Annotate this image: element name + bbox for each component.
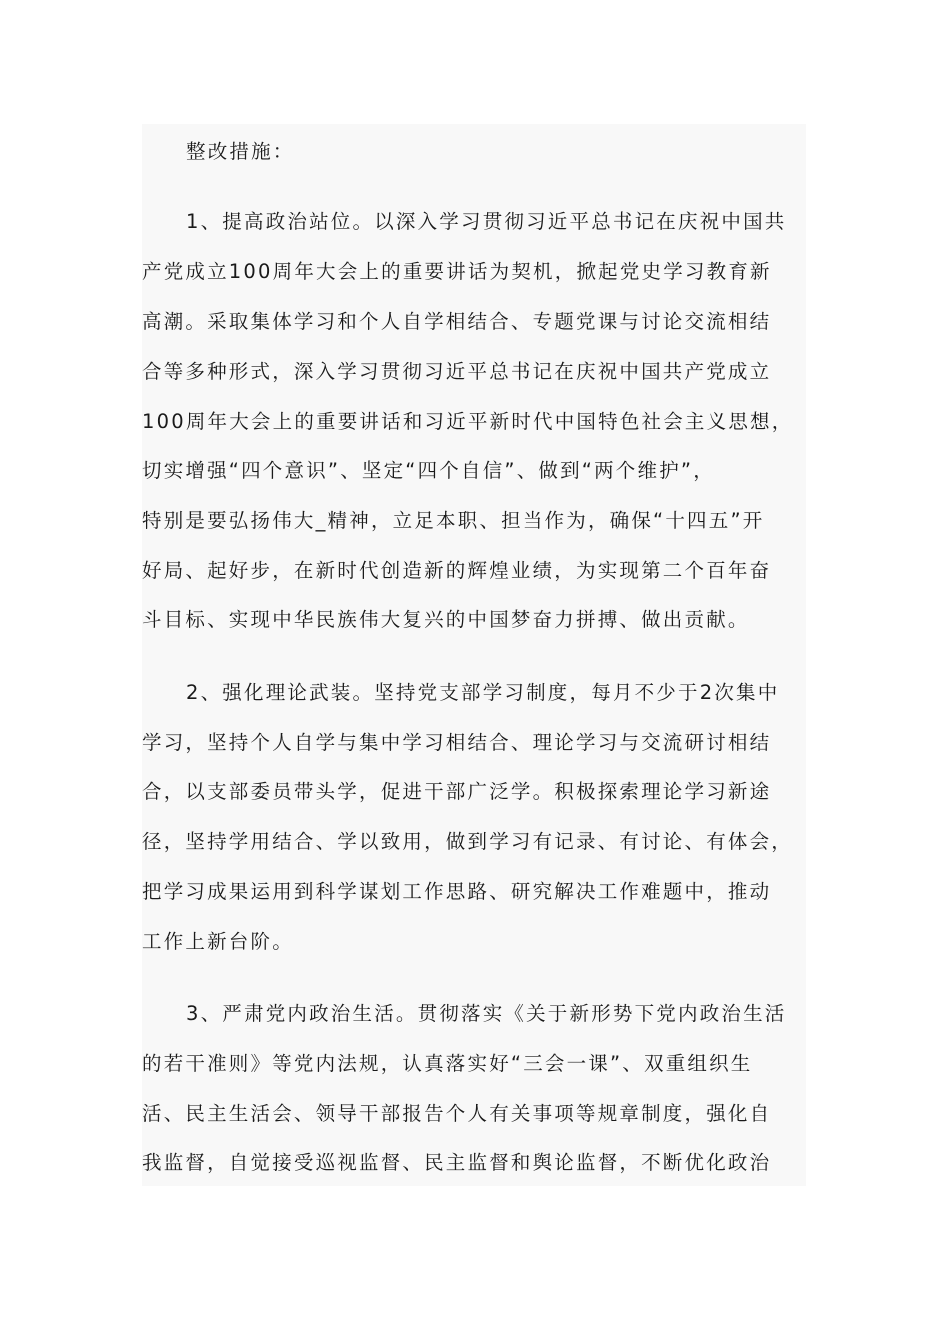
paragraph-2-line-2: 学习，坚持个人自学与集中学习相结合、理论学习与交流研讨相结 — [142, 731, 772, 754]
paragraph-1-line-5: 100周年大会上的重要讲话和习近平新时代中国特色社会主义思想， — [142, 410, 794, 433]
section-heading: 整改措施： — [186, 140, 295, 163]
paragraph-2-line-3: 合，以支部委员带头学，促进干部广泛学。积极探索理论学习新途 — [142, 780, 772, 803]
paragraph-3-line-2: 的若干准则》等党内法规，认真落实好“三会一课”、双重组织生 — [142, 1052, 753, 1075]
paragraph-3-line-1: 3、严肃党内政治生活。贯彻落实《关于新形势下党内政治生活 — [186, 1002, 787, 1025]
paragraph-1-line-2: 产党成立100周年大会上的重要讲话为契机，掀起党史学习教育新 — [142, 260, 772, 283]
paragraph-2-line-1: 2、强化理论武装。坚持党支部学习制度，每月不少于2次集中 — [186, 681, 780, 704]
paragraph-3-line-4: 我监督，自觉接受巡视监督、民主监督和舆论监督，不断优化政治 — [142, 1151, 772, 1174]
paragraph-2-line-4: 径，坚持学用结合、学以致用，做到学习有记录、有讨论、有体会， — [142, 830, 794, 853]
paragraph-1-line-8: 好局、起好步，在新时代创造新的辉煌业绩，为实现第二个百年奋 — [142, 559, 772, 582]
paragraph-2-line-5: 把学习成果运用到科学谋划工作思路、研究解决工作难题中，推动 — [142, 880, 772, 903]
paragraph-1-line-6: 切实增强“四个意识”、坚定“四个自信”、做到“两个维护”， — [142, 459, 715, 482]
paragraph-1-line-9: 斗目标、实现中华民族伟大复兴的中国梦奋力拼搏、做出贡献。 — [142, 608, 750, 631]
paragraph-1-line-1: 1、提高政治站位。以深入学习贯彻习近平总书记在庆祝中国共 — [186, 210, 787, 233]
paragraph-2-line-6: 工作上新台阶。 — [142, 930, 294, 953]
paragraph-1-line-7: 特别是要弘扬伟大_精神，立足本职、担当作为，确保“十四五”开 — [142, 509, 765, 532]
document-page — [142, 124, 806, 1186]
paragraph-1-line-4: 合等多种形式，深入学习贯彻习近平总书记在庆祝中国共产党成立 — [142, 360, 772, 383]
paragraph-1-line-3: 高潮。采取集体学习和个人自学相结合、专题党课与讨论交流相结 — [142, 310, 772, 333]
paragraph-3-line-3: 活、民主生活会、领导干部报告个人有关事项等规章制度，强化自 — [142, 1102, 772, 1125]
